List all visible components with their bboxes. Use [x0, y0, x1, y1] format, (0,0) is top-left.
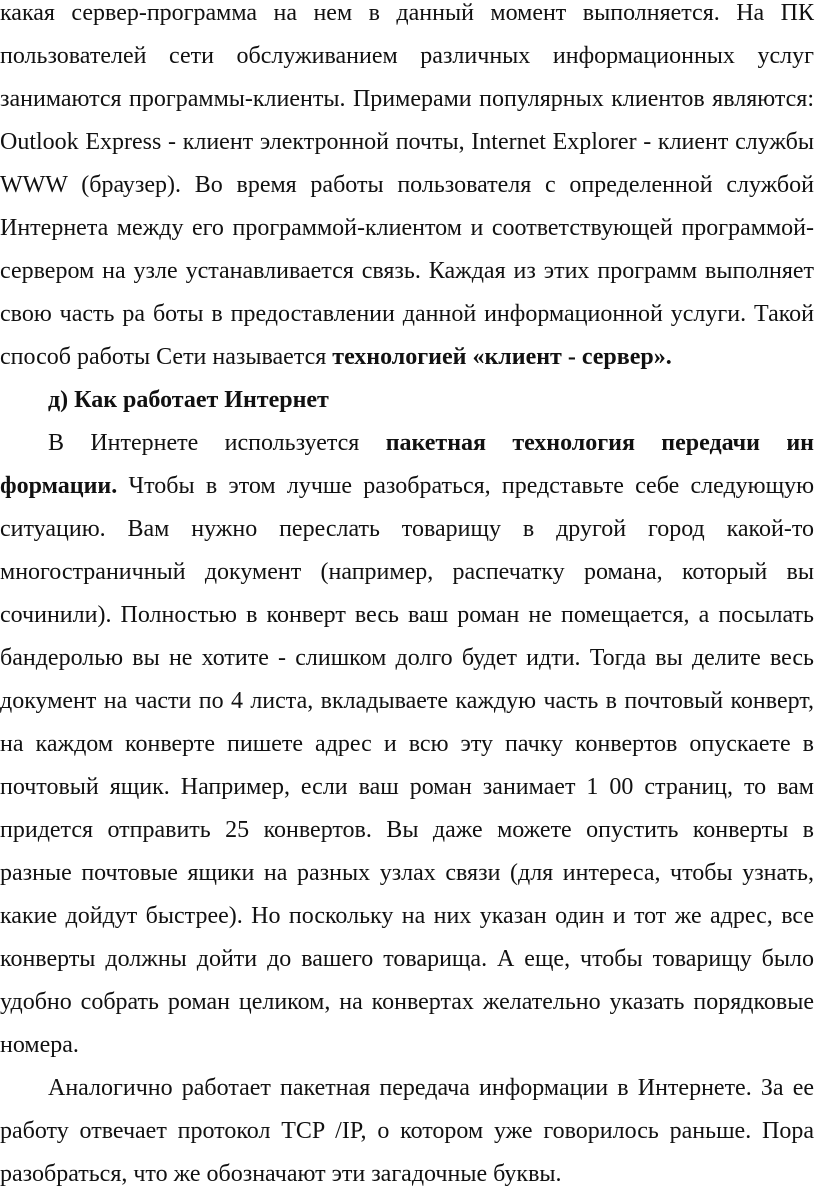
- paragraph-client-server: [0, 0, 814, 379]
- paragraph-packet-technology: [0, 422, 814, 1067]
- paragraph-text: Чтобы в этом лучше разобраться, представьте себе следующую ситуацию. Вам нужно переслать товарищу в другой город какой-то многостраничный документ (например, распечатку романа, который вы сочинили). Полностью в конверт весь ваш роман не помещается, а посылать бандеролью вы не хотите - слишком долго будет идти. Тогда вы делите весь документ на части по 4 листа, вкладываете каждую часть в почтовый конверт, на каждом конверте пишете адрес и всю эту пачку конвертов опускаете в почтовый ящик. Например, если ваш роман занимает 1 00 страниц, то вам придется отправить 25 конвертов. Вы даже можете опустить конверты в разные почтовые ящики на разных узлах связи (для интереса, чтобы узнать, какие дойдут быстрее). Но поскольку на них указан один и тот же адрес, все конверты должны дойти до вашего товарища. А еще, чтобы товарищу было удобно собрать роман целиком, на конвертах желательно указать порядковые номера.: [0, 473, 814, 1058]
- paragraph-tcp-ip: [0, 1067, 814, 1196]
- paragraph-text: какая сервер-программа на нем в данный момент выполняется. На ПК пользователей сети обслуживанием различных информационных услуг занимаются программы-клиенты. Примерами популярных клиентов являются: Outlook Express - клиент электронной почты, Internet Explorer - клиент службы WWW (браузер). Во время работы пользователя с определенной службой Интернета между его программой-клиентом и соответствующей программой-сервером на узле устанавливается связь. Каждая из этих программ выполняет свою часть ра боты в предоставлении данной информационной услуги. Такой способ работы Сети называется: [0, 0, 814, 370]
- paragraph-text: В Интернете используется: [48, 430, 386, 456]
- section-heading: [0, 379, 814, 422]
- paragraph-text: Аналогично работает пакетная передача информации в Интернете. За ее работу отвечает протокол TCP /IP, о котором уже говорилось раньше. Пора разобраться, что же обозначают эти загадочные буквы.: [0, 1075, 814, 1187]
- bold-term-packet-technology: пакетная технология передачи ин формации.: [0, 430, 814, 499]
- section-heading-text: д) Как работает Интернет: [48, 387, 329, 413]
- bold-term-client-server: технологией «клиент - сервер».: [332, 344, 672, 370]
